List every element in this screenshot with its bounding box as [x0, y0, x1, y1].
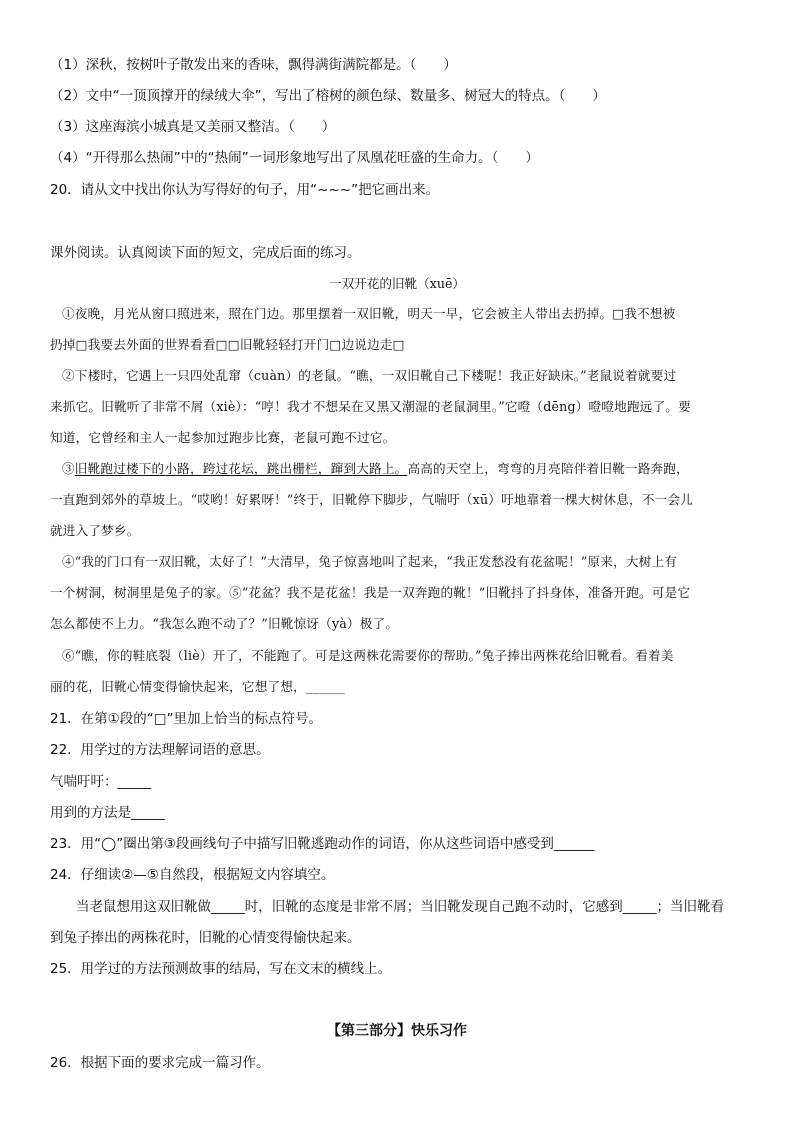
question-24: 24．仔细读②—⑤自然段，根据短文内容填空。 — [50, 867, 335, 883]
question-22-word: 气喘吁吁：_____ — [50, 774, 152, 790]
question-23: 23．用“◯”圈出第③段画线句子中描写旧靴逃跑动作的词语，你从这些词语中感受到______ — [50, 836, 595, 852]
extracurricular-intro: 课外阅读。认真阅读下面的短文，完成后面的练习。 — [50, 245, 361, 261]
story-line-10: 一个树洞，树洞里是兔子的家。⑤“花盆？我不是花盆！我是一双奔跑的靴！”旧靴抖了抖身体，准备开跑。可是它 — [50, 585, 691, 600]
judgement-question-4: （4）“开得那么热闹”中的“热闹”一词形象地写出了凤凰花旺盛的生命力。（ ） — [50, 150, 539, 166]
question-22-method: 用到的方法是_____ — [50, 805, 165, 821]
question-22: 22．用学过的方法理解词语的意思。 — [50, 742, 270, 758]
story-line-13: 丽的花，旧靴心情变得愉快起来，它想了想，______ — [50, 679, 345, 694]
story-line-5: 知道，它曾经和主人一起参加过跑步比赛，老鼠可跑不过它。 — [50, 430, 396, 445]
story-line-9: ④“我的门口有一双旧靴，太好了！”大清早，兔子惊喜地叫了起来，“我正发愁没有花盆呢！”原来，大树上有 — [62, 554, 678, 569]
story-title: 一双开花的旧靴（xuē） — [328, 276, 465, 291]
story-line-1: ①夜晚，月光从窗口照进来，照在门边。那里摆着一双旧靴，明天一早，它会被主人带出去扔掉。□我不想被 — [62, 306, 676, 321]
question-26: 26．根据下面的要求完成一篇习作。 — [50, 1055, 270, 1071]
story-line-12: ⑥“瞧，你的鞋底裂（liè）开了，不能跑了。可是这两株花需要你的帮助。”兔子捧出两株花给旧靴看。看着美 — [62, 648, 674, 663]
judgement-question-1: （1）深秋，按树叶子散发出来的香味，飘得满街满院都是。（ ） — [50, 57, 457, 73]
question-24-line-2: 到兔子捧出的两株花时，旧靴的心情变得愉快起来。 — [50, 930, 361, 946]
story-line-6 — [62, 460, 689, 478]
story-line-7: 一直跑到郊外的草坡上。“哎哟！好累呀！”终于，旧靴停下脚步，气喘吁（xū）吁地靠着一棵大树休息，不一会儿 — [50, 492, 693, 507]
judgement-question-3: （3）这座海滨小城真是又美丽又整洁。（ ） — [50, 119, 336, 135]
section-title: 【第三部分】快乐习作 — [327, 1023, 467, 1039]
story-line-6-rest: 高高的天空上，弯弯的月亮陪伴着旧靴一路奔跑， — [407, 461, 689, 476]
story-line-8: 就进入了梦乡。 — [50, 523, 140, 538]
question-24-line-1: 当老鼠想用这双旧靴做_____时，旧靴的态度是非常不屑；当旧靴发现自己跑不动时，它感到_____；当旧靴看 — [76, 899, 724, 915]
story-line-11: 怎么都使不上力。“我怎么跑不动了？”旧靴惊讶（yà）极了。 — [50, 616, 399, 631]
story-line-3: ②下楼时，它遇上一只四处乱窜（cuàn）的老鼠。“瞧，一双旧靴自己下楼呢！我正好缺床。”老鼠说着就要过 — [62, 368, 677, 383]
judgement-question-2: （2）文中“一顶顶撑开的绿绒大伞”，写出了榕树的颜色绿、数量多、树冠大的特点。（ ） — [50, 88, 606, 104]
story-line-2: 扔掉□我要去外面的世界看看□□旧靴轻轻打开门□边说边走□ — [50, 337, 405, 352]
underlined-sentence: 旧靴跑过楼下的小路，跨过花坛，跳出栅栏，蹿到大路上。 — [74, 461, 408, 476]
question-21: 21．在第①段的“□”里加上恰当的标点符号。 — [50, 711, 323, 727]
question-20: 20．请从文中找出你认为写得好的句子，用“~~~”把它画出来。 — [50, 182, 440, 198]
story-line-4: 来抓它。旧靴听了非常不屑（xiè）：“哼！我才不想呆在又黑又潮湿的老鼠洞里。”它噔（dēng）噔噔地跑远了。要 — [50, 399, 691, 414]
paragraph-3-marker: ③ — [62, 461, 75, 476]
question-25: 25．用学过的方法预测故事的结局，写在文末的横线上。 — [50, 961, 392, 977]
